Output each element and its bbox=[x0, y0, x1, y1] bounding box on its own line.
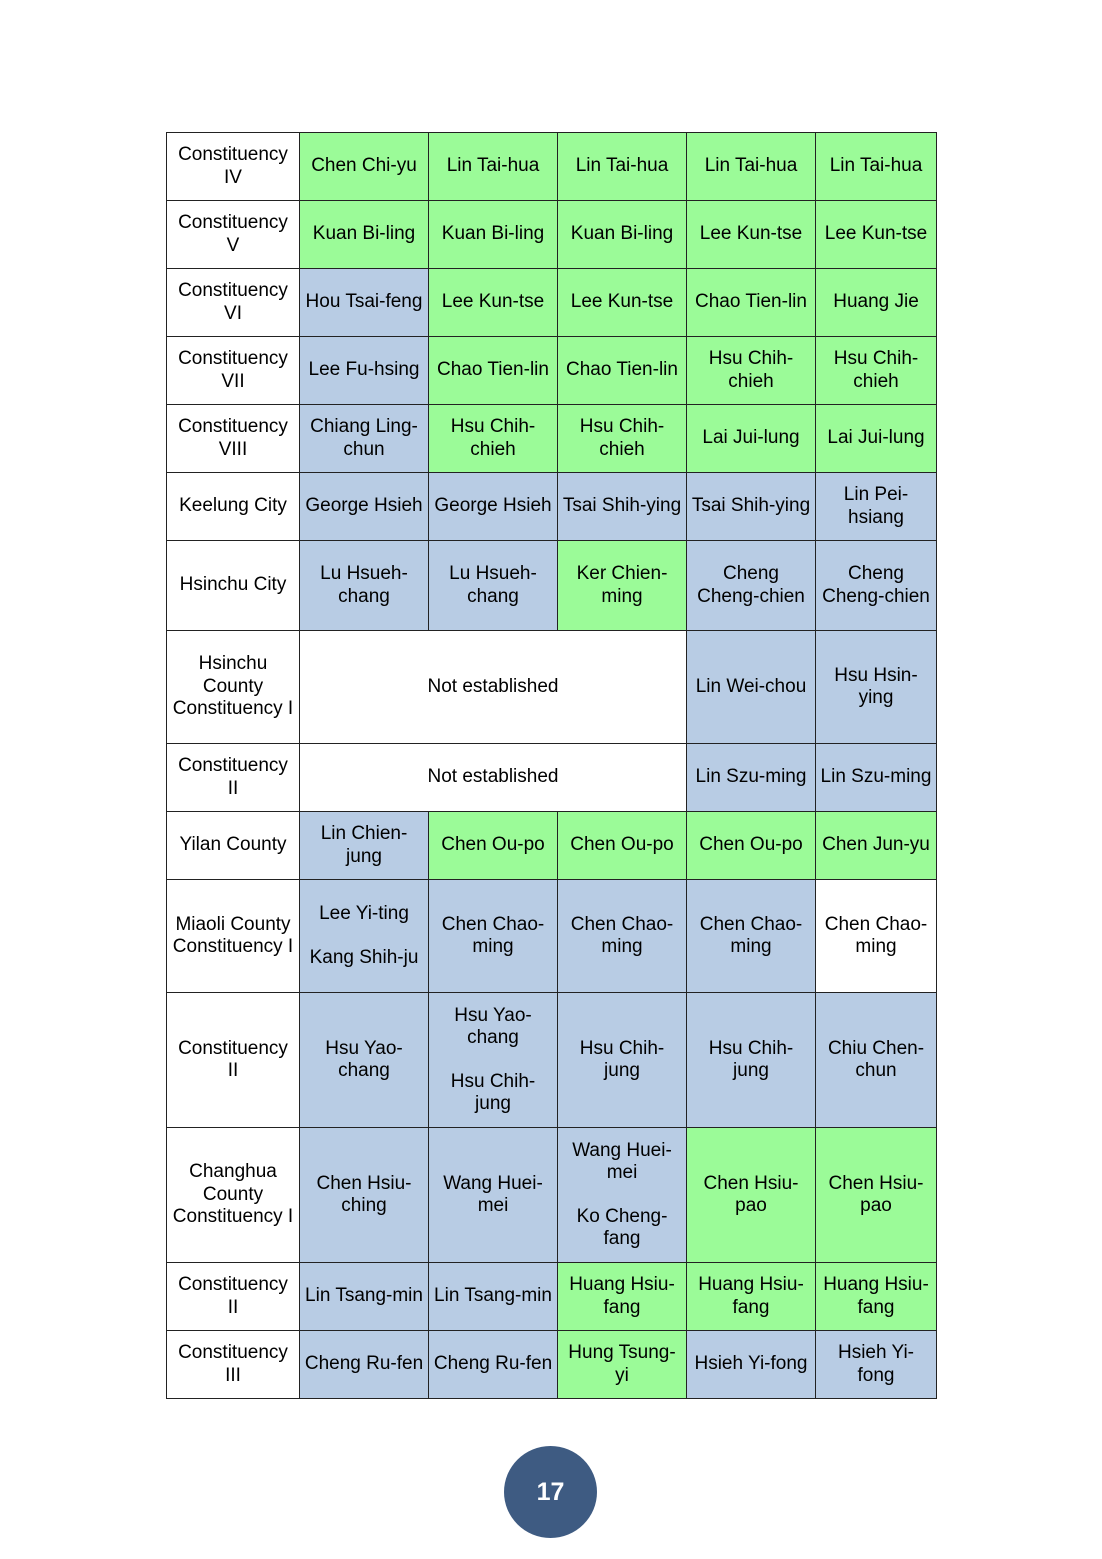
table-row bbox=[167, 993, 937, 1128]
legislator-cell bbox=[558, 405, 687, 473]
legislator-cell bbox=[429, 812, 558, 880]
legislator-name: Hsu Chih-jung bbox=[708, 1037, 794, 1081]
legislator-name: Hsu Chih-chieh bbox=[833, 348, 919, 392]
legislator-cell bbox=[687, 541, 816, 631]
legislator-cell bbox=[300, 473, 429, 541]
legislator-cell bbox=[687, 744, 816, 812]
legislator-cell bbox=[300, 269, 429, 337]
legislator-cell bbox=[816, 201, 937, 269]
legislator-name: Wang Huei-mei bbox=[572, 1139, 672, 1183]
legislator-name: Not established bbox=[427, 766, 559, 788]
legislator-name: Cheng Cheng-chien bbox=[822, 563, 930, 607]
constituency-label-text: Constituency VII bbox=[178, 348, 288, 392]
constituency-label bbox=[167, 337, 300, 405]
legislator-name: Lu Hsueh-chang bbox=[449, 563, 537, 607]
legislator-name: George Hsieh bbox=[305, 495, 423, 517]
legislator-name: Chen Hsiu-pao bbox=[828, 1172, 924, 1216]
table-row bbox=[167, 812, 937, 880]
legislator-name: Kuan Bi-ling bbox=[312, 223, 416, 245]
legislator-name: Chao Tien-lin bbox=[566, 359, 678, 381]
legislator-cell bbox=[429, 541, 558, 631]
legislator-cell bbox=[429, 405, 558, 473]
legislator-cell bbox=[429, 473, 558, 541]
legislator-cell bbox=[687, 812, 816, 880]
table-row bbox=[167, 631, 937, 744]
constituency-label bbox=[167, 133, 300, 201]
legislator-cell bbox=[300, 1331, 429, 1399]
legislator-cell bbox=[558, 337, 687, 405]
legislator-cell bbox=[687, 993, 816, 1128]
legislator-name: Chiu Chen-chun bbox=[827, 1037, 925, 1081]
table-row bbox=[167, 133, 937, 201]
legislator-name: Lin Tsang-min bbox=[434, 1285, 552, 1307]
legislator-name: Huang Jie bbox=[833, 291, 919, 313]
legislator-name: Hsu Hsin-ying bbox=[834, 664, 918, 708]
legislator-cell bbox=[816, 541, 937, 631]
legislator-name: Lee Kun-tse bbox=[699, 223, 803, 245]
legislator-name: Kuan Bi-ling bbox=[441, 223, 545, 245]
legislator-cell bbox=[558, 812, 687, 880]
legislator-name: Lin Tai-hua bbox=[446, 155, 540, 177]
legislator-name: Tsai Shih-ying bbox=[691, 495, 811, 517]
constituency-label-text: Keelung City bbox=[179, 495, 287, 517]
constituency-label-text: Constituency II bbox=[178, 755, 288, 799]
legislator-name: Lin Wei-chou bbox=[695, 675, 807, 697]
page-number-badge bbox=[504, 1446, 597, 1538]
legislator-name: Hsieh Yi-fong bbox=[694, 1353, 808, 1375]
not-established-cell bbox=[300, 744, 687, 812]
constituency-label-text: Constituency V bbox=[178, 212, 288, 256]
legislator-cell bbox=[816, 337, 937, 405]
legislator-cell bbox=[816, 880, 937, 993]
legislator-name: George Hsieh bbox=[434, 495, 552, 517]
legislator-name: Hou Tsai-feng bbox=[305, 291, 423, 313]
legislator-name: Cheng Cheng-chien bbox=[697, 563, 805, 607]
legislator-cell bbox=[558, 473, 687, 541]
legislator-name: Tsai Shih-ying bbox=[562, 495, 682, 517]
legislator-name: Lee Yi-ting bbox=[319, 903, 409, 924]
legislator-cell bbox=[558, 880, 687, 993]
legislator-name: Lu Hsueh-chang bbox=[320, 563, 408, 607]
legislator-name: Wang Huei-mei bbox=[443, 1172, 543, 1216]
constituency-label-text: Constituency III bbox=[178, 1342, 288, 1386]
legislator-cell bbox=[816, 405, 937, 473]
constituency-label bbox=[167, 405, 300, 473]
legislator-cell bbox=[300, 405, 429, 473]
table-body bbox=[167, 133, 937, 1399]
legislator-name: Lee Kun-tse bbox=[824, 223, 928, 245]
legislator-cell bbox=[300, 1128, 429, 1263]
legislator-name: Chen Hsiu-ching bbox=[316, 1172, 412, 1216]
legislator-cell bbox=[816, 473, 937, 541]
legislator-cell bbox=[816, 993, 937, 1128]
constituency-label bbox=[167, 993, 300, 1128]
legislator-name: Lin Chien-jung bbox=[320, 823, 408, 867]
legislator-cell bbox=[300, 993, 429, 1128]
legislator-cell bbox=[300, 1263, 429, 1331]
legislator-name: Hsu Chih-jung bbox=[450, 1070, 536, 1114]
not-established-cell bbox=[300, 631, 687, 744]
legislator-cell bbox=[816, 812, 937, 880]
legislator-name: Huang Hsiu-fang bbox=[698, 1274, 804, 1318]
legislator-name: Lin Tsang-min bbox=[305, 1285, 423, 1307]
legislator-cell bbox=[558, 1128, 687, 1263]
legislator-name: Hsu Chih-chieh bbox=[579, 416, 665, 460]
legislator-cell bbox=[429, 1128, 558, 1263]
legislator-name: Not established bbox=[427, 675, 559, 697]
legislator-cell bbox=[816, 269, 937, 337]
constituency-label bbox=[167, 1128, 300, 1263]
constituency-label bbox=[167, 201, 300, 269]
legislator-name: Lee Fu-hsing bbox=[308, 359, 420, 381]
legislator-cell bbox=[558, 133, 687, 201]
page-number: 17 bbox=[536, 1477, 565, 1506]
constituency-label-text: Yilan County bbox=[179, 834, 287, 856]
legislator-cell bbox=[687, 473, 816, 541]
results-table bbox=[166, 132, 937, 1399]
legislator-cell bbox=[429, 133, 558, 201]
legislator-name: Chiang Ling-chun bbox=[310, 416, 418, 460]
legislator-cell bbox=[429, 993, 558, 1128]
table-row bbox=[167, 269, 937, 337]
legislator-name: Chao Tien-lin bbox=[695, 291, 807, 313]
constituency-label-text: Constituency II bbox=[178, 1037, 288, 1081]
legislator-name: Lin Tai-hua bbox=[829, 155, 923, 177]
constituency-label bbox=[167, 1263, 300, 1331]
legislator-name: Chen Chao-ming bbox=[441, 913, 545, 957]
legislator-cell bbox=[429, 201, 558, 269]
legislator-name: Ko Cheng-fang bbox=[576, 1205, 668, 1249]
legislator-name: Hsu Chih-jung bbox=[579, 1037, 665, 1081]
legislator-cell bbox=[558, 201, 687, 269]
legislator-name: Chen Ou-po bbox=[570, 834, 674, 856]
table-row bbox=[167, 405, 937, 473]
legislator-name: Chen Chao-ming bbox=[699, 913, 803, 957]
legislator-cell bbox=[300, 541, 429, 631]
legislator-cell bbox=[687, 880, 816, 993]
constituency-label-text: Constituency II bbox=[178, 1274, 288, 1318]
table-row bbox=[167, 1128, 937, 1263]
legislator-cell bbox=[687, 1128, 816, 1263]
constituency-label-text: Miaoli County Constituency I bbox=[172, 913, 294, 957]
legislator-name: Lin Szu-ming bbox=[820, 766, 932, 788]
legislator-cell bbox=[300, 201, 429, 269]
legislator-cell bbox=[558, 1331, 687, 1399]
legislator-name: Chen Jun-yu bbox=[822, 834, 930, 856]
legislator-name: Lin Tai-hua bbox=[704, 155, 798, 177]
legislator-cell bbox=[816, 1128, 937, 1263]
legislator-name: Huang Hsiu-fang bbox=[569, 1274, 675, 1318]
constituency-label-text: Constituency VIII bbox=[178, 416, 288, 460]
legislator-cell bbox=[558, 1263, 687, 1331]
legislator-name: Cheng Ru-fen bbox=[433, 1353, 553, 1375]
legislator-name: Lin Tai-hua bbox=[575, 155, 669, 177]
legislator-name: Hsu Yao-chang bbox=[454, 1004, 532, 1048]
legislator-name: Chao Tien-lin bbox=[437, 359, 549, 381]
table-row bbox=[167, 541, 937, 631]
table-row bbox=[167, 1263, 937, 1331]
constituency-label bbox=[167, 473, 300, 541]
legislator-cell bbox=[816, 1331, 937, 1399]
table-row bbox=[167, 1331, 937, 1399]
legislator-cell bbox=[816, 133, 937, 201]
legislator-name: Chen Ou-po bbox=[441, 834, 545, 856]
legislator-cell bbox=[429, 1263, 558, 1331]
constituency-label bbox=[167, 880, 300, 993]
legislator-name: Chen Ou-po bbox=[699, 834, 803, 856]
legislator-cell bbox=[558, 993, 687, 1128]
legislator-name: Chen Hsiu-pao bbox=[703, 1172, 799, 1216]
legislator-cell bbox=[687, 405, 816, 473]
constituency-label bbox=[167, 269, 300, 337]
legislator-name: Hung Tsung-yi bbox=[568, 1342, 676, 1386]
legislator-name: Lai Jui-lung bbox=[827, 427, 925, 449]
legislator-cell bbox=[687, 337, 816, 405]
constituency-label-text: Constituency VI bbox=[178, 280, 288, 324]
legislator-cell bbox=[429, 880, 558, 993]
legislator-name: Lee Kun-tse bbox=[570, 291, 674, 313]
constituency-label-text: Changhua County Constituency I bbox=[172, 1161, 294, 1228]
table-row bbox=[167, 880, 937, 993]
legislator-cell bbox=[300, 133, 429, 201]
legislator-cell bbox=[687, 1331, 816, 1399]
table-row bbox=[167, 744, 937, 812]
legislator-name: Lin Szu-ming bbox=[695, 766, 807, 788]
table-row bbox=[167, 473, 937, 541]
legislator-cell bbox=[300, 337, 429, 405]
legislator-cell bbox=[687, 269, 816, 337]
legislator-name: Hsu Chih-chieh bbox=[708, 348, 794, 392]
table-row bbox=[167, 201, 937, 269]
legislator-name: Chen Chi-yu bbox=[311, 155, 417, 177]
legislator-cell bbox=[429, 1331, 558, 1399]
constituency-label bbox=[167, 631, 300, 744]
legislator-name: Kang Shih-ju bbox=[309, 946, 419, 968]
constituency-label bbox=[167, 541, 300, 631]
legislator-name: Cheng Ru-fen bbox=[304, 1353, 424, 1375]
constituency-label bbox=[167, 1331, 300, 1399]
constituency-label bbox=[167, 744, 300, 812]
legislator-cell bbox=[816, 631, 937, 744]
legislator-name: Lee Kun-tse bbox=[441, 291, 545, 313]
legislator-name: Hsu Yao-chang bbox=[325, 1037, 403, 1081]
legislator-cell bbox=[429, 269, 558, 337]
legislator-name: Kuan Bi-ling bbox=[570, 223, 674, 245]
legislator-name: Hsu Chih-chieh bbox=[450, 416, 536, 460]
legislator-cell bbox=[687, 631, 816, 744]
constituency-label-text: Constituency IV bbox=[178, 144, 288, 188]
legislator-name: Lai Jui-lung bbox=[702, 427, 800, 449]
legislator-cell bbox=[687, 1263, 816, 1331]
legislator-cell bbox=[300, 880, 429, 993]
legislator-cell bbox=[816, 1263, 937, 1331]
constituency-label bbox=[167, 812, 300, 880]
legislator-cell bbox=[429, 337, 558, 405]
constituency-label-text: Hsinchu City bbox=[179, 574, 287, 596]
legislator-cell bbox=[687, 201, 816, 269]
legislator-name: Lin Pei-hsiang bbox=[843, 484, 909, 528]
table-row bbox=[167, 337, 937, 405]
legislator-name: Ker Chien-ming bbox=[576, 563, 668, 607]
legislator-cell bbox=[558, 541, 687, 631]
legislator-cell bbox=[816, 744, 937, 812]
legislator-cell bbox=[687, 133, 816, 201]
legislator-name: Chen Chao-ming bbox=[570, 913, 674, 957]
constituency-label-text: Hsinchu County Constituency I bbox=[172, 653, 294, 720]
legislator-name: Hsieh Yi-fong bbox=[837, 1342, 915, 1386]
legislator-name: Chen Chao-ming bbox=[824, 913, 928, 957]
legislator-cell bbox=[558, 269, 687, 337]
legislator-cell bbox=[300, 812, 429, 880]
legislator-name: Huang Hsiu-fang bbox=[823, 1274, 929, 1318]
